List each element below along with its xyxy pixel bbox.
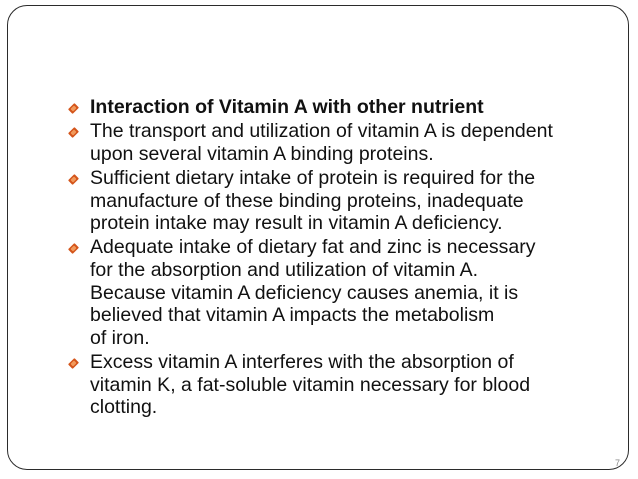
- bullet-line: Excess vitamin A interferes with the absorption of: [90, 350, 514, 373]
- bullet-line: vitamin K, a fat-soluble vitamin necessary for blood: [90, 373, 531, 396]
- diamond-bullet-icon: [68, 127, 79, 138]
- bullet-text-5: [90, 351, 613, 419]
- bullet-text-2: [90, 120, 613, 165]
- bullet-item-4: [68, 236, 613, 349]
- bullet-line: manufacture of these binding proteins, inadequate: [90, 189, 524, 212]
- bullet-text-1: [90, 96, 613, 119]
- bullet-line: The transport and utilization of vitamin A is dependent: [90, 120, 553, 143]
- bullet-line: Sufficient dietary intake of protein is required for the: [90, 166, 536, 189]
- bullet-line: believed that vitamin A impacts the metabolism: [90, 304, 495, 327]
- bullet-line: protein intake may result in vitamin A deficiency.: [90, 212, 503, 235]
- bullet-line: for the absorption and utilization of vitamin A.: [90, 258, 479, 281]
- bullet-line: Interaction of Vitamin A with other nutrient: [90, 96, 484, 118]
- slide-body: [68, 96, 613, 420]
- page-number: 7: [614, 458, 620, 468]
- bullet-item-1: [68, 96, 613, 119]
- bullet-text-4: [90, 236, 613, 349]
- bullet-line: Because vitamin A deficiency causes anemia, it is: [90, 281, 519, 304]
- diamond-bullet-icon: [68, 103, 79, 114]
- bullet-item-2: [68, 120, 613, 165]
- bullet-line: of iron.: [90, 326, 150, 349]
- bullet-line: Adequate intake of dietary fat and zinc is necessary: [90, 236, 536, 259]
- diamond-bullet-icon: [68, 174, 79, 185]
- bullet-item-5: [68, 351, 613, 419]
- bullet-line: upon several vitamin A binding proteins.: [90, 142, 434, 165]
- diamond-bullet-icon: [68, 358, 79, 369]
- diamond-bullet-icon: [68, 243, 79, 254]
- bullet-item-3: [68, 167, 613, 235]
- bullet-line: clotting.: [90, 396, 158, 419]
- bullet-text-3: [90, 167, 613, 235]
